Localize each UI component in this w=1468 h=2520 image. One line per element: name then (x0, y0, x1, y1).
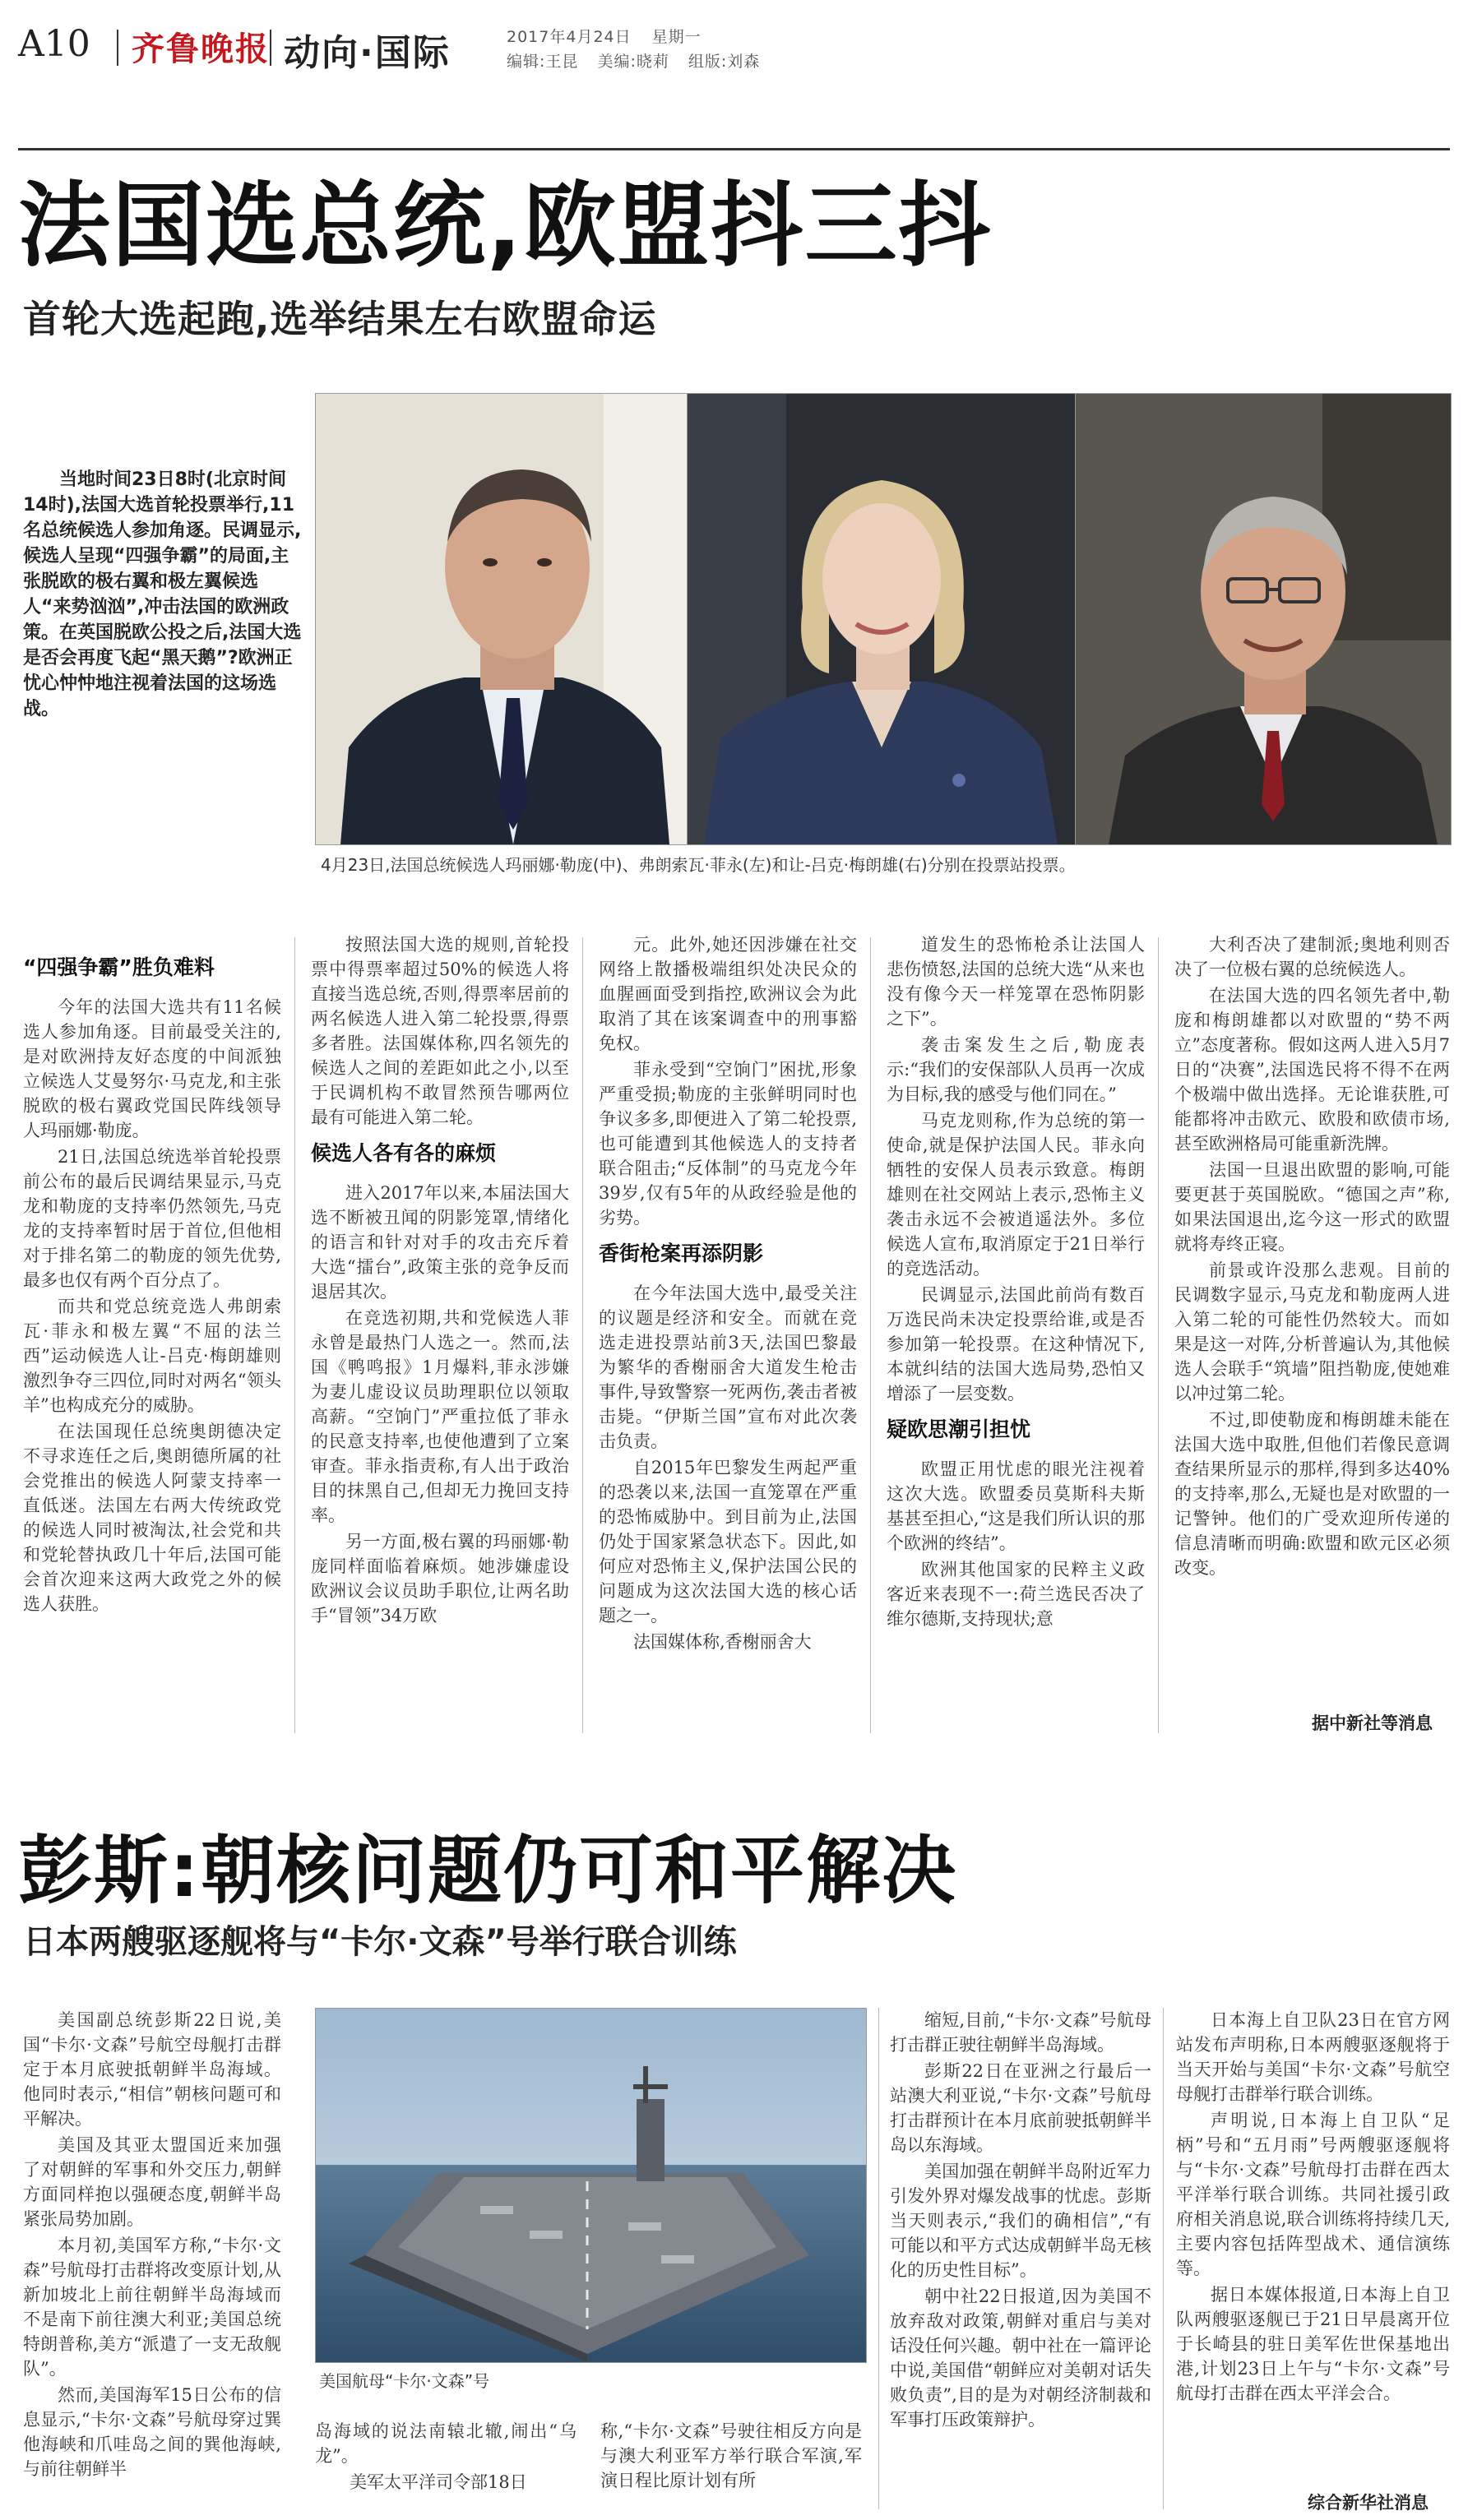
article2-column-3 (890, 2008, 1151, 2434)
paragraph: 菲永受到“空饷门”困扰,形象严重受损;勒庞的主张鲜明同时也争议多多,即便进入了第二轮投票,也可能遭到其他候选人的支持者联合阻击;“反体制”的马克龙今年39岁,仅有5年的从政经验是他的劣势。 (599, 1060, 857, 1228)
column-divider (870, 937, 871, 1733)
paragraph: 在法国现任总统奥朗德决定不寻求连任之后,奥朗德所属的社会党推出的候选人阿蒙支持率一直低迷。法国左右两大传统政党的候选人同时被淘汰,社会党和共和党轮替执政几十年后,法国可能会首次迎来这两大政党之外的候选人获胜。 (23, 1422, 281, 1614)
paragraph: 欧盟正用忧虑的眼光注视着这次大选。欧盟委员莫斯科夫斯基甚至担心,“这是我们所认识的那个欧洲的终结”。 (887, 1459, 1145, 1553)
paragraph: 声明说,日本海上自卫队“足柄”号和“五月雨”号两艘驱逐舰将与“卡尔·文森”号航母打击群在西太平洋举行联合训练。共同社援引政府相关消息说,联合训练将持续几天,主要内容包括阵型战术、通信演练等。 (1176, 2111, 1450, 2278)
photo-fillon (315, 393, 688, 845)
article2-credit: 综合新华社消息 (1308, 2493, 1429, 2513)
article2-column-2a (315, 2419, 577, 2496)
paragraph: 本月初,美国军方称,“卡尔·文森”号航母打击群将改变原计划,从新加坡北上前往朝鲜半岛海域而不是南下前往澳大利亚;美国总统特朗普称,美方“派遣了一支无敌舰队”。 (23, 2236, 281, 2379)
paragraph: 自2015年巴黎发生两起严重的恐袭以来,法国一直笼罩在严重的恐怖威胁中。到目前为止,法国仍处于国家紧急状态下。因此,如何应对恐怖主义,保护法国公民的问题成为这次法国大选的核心话题之一。 (599, 1458, 857, 1625)
art-editor-credit: 美编:晓莉 (597, 53, 669, 71)
section-subheading: 候选人各有各的麻烦 (311, 1141, 497, 1165)
paragraph: 在竞选初期,共和党候选人菲永曾是最热门人选之一。然而,法国《鸭鸣报》1月爆料,菲永涉嫌为妻儿虚设议员助理职位以领取高薪。“空饷门”严重拉低了菲永的民意支持率,也使他遭到了立案审查。菲永指责称,有人出于政治目的抹黑自己,但却无力挽回支持率。 (311, 1308, 569, 1525)
article2-photo-caption: 美国航母“卡尔·文森”号 (319, 2371, 490, 2391)
photo-le-pen (687, 393, 1077, 845)
article2-column-2b-text: 称,“卡尔·文森”号驶往相反方向是与澳大利亚军方举行联合军演,军演日程比原计划有所 (600, 2421, 862, 2490)
paragraph: 欧洲其他国家的民粹主义政客近来表现不一:荷兰选民否决了维尔德斯,支持现状;意 (887, 1560, 1145, 1629)
layout-editor-credit: 组版:刘森 (688, 53, 761, 71)
paragraph: 前景或许没那么悲观。目前的民调数字显示,马克龙和勒庞两人进入第二轮的可能性仍然较大。而如果是这一对阵,分析普遍认为,其他候选人会联手“筑墙”阻挡勒庞,使她难以冲过第二轮。 (1174, 1260, 1450, 1403)
column-divider (878, 2008, 879, 2509)
paragraph: 而共和党总统竞选人弗朗索瓦·菲永和极左翼“不屈的法兰西”运动候选人让-吕克·梅朗雄则激烈争夺三四位,同时对两名“领头羊”也构成充分的威胁。 (23, 1297, 281, 1415)
paragraph: 21日,法国总统选举首轮投票前公布的最后民调结果显示,马克龙和勒庞的支持率仍然领先,马克龙的支持率暂时居于首位,但他相对于排名第二的勒庞的领先优势,最多也仅有两个百分点了。 (23, 1147, 281, 1290)
column-divider (1158, 937, 1159, 1733)
paragraph: 另一方面,极右翼的玛丽娜·勒庞同样面临着麻烦。她涉嫌虚设欧洲议会议员助手职位,让两名助手“冒领”34万欧 (311, 1532, 569, 1625)
paragraph: 朝中社22日报道,因为美国不放弃敌对政策,朝鲜对重启与美对话没任何兴趣。朝中社在一篇评论中说,美国借“朝鲜应对美朝对话失败负责”,目的是为对朝经济制裁和军事打压政策辩护。 (890, 2286, 1151, 2430)
aircraft-carrier-icon (316, 2009, 866, 2362)
article2-column-2a-text: 岛海域的说法南辕北辙,闹出“乌龙”。 (315, 2421, 577, 2466)
paragraph: 大利否决了建制派;奥地利则否决了一位极右翼的总统候选人。 (1174, 935, 1450, 979)
article1-column-5 (1174, 932, 1450, 1582)
column-divider (1163, 2008, 1164, 2509)
paragraph: 据日本媒体报道,日本海上自卫队两艘驱逐舰已于21日早晨离开位于长崎县的驻日美军佐世保基地出港,计划23日上午与“卡尔·文森”号航母打击群在西太平洋会合。 (1176, 2285, 1450, 2403)
photo-carrier (315, 2008, 867, 2363)
section-title: 动向·国际 (284, 32, 451, 74)
header-meta-row2 (507, 49, 760, 72)
article2-headline: 彭斯:朝核问题仍可和平解决 (18, 1828, 957, 1914)
article2-column-2a-text2: 美军太平洋司令部18日 (350, 2472, 527, 2492)
column-divider (294, 937, 295, 1733)
section-subheading: “四强争霸”胜负难料 (23, 955, 215, 979)
article1-column-2 (311, 932, 569, 1630)
article1-credit: 据中新社等消息 (1312, 1713, 1433, 1733)
portrait-le-pen-icon (688, 394, 1076, 844)
paragraph: 不过,即使勒庞和梅朗雄未能在法国大选中取胜,但他们若像民意调查结果所显示的那样,得到多达40%的支持率,那么,无疑也是对欧盟的一记警钟。他们的广受欢迎所传递的信息清晰而明确:欧盟和欧元区必须改变。 (1174, 1410, 1450, 1578)
article2-column-1 (23, 2008, 281, 2479)
portrait-melenchon-icon (1076, 394, 1451, 844)
paragraph: 今年的法国大选共有11名候选人参加角逐。目前最受关注的,是对欧洲持友好态度的中间派独立候选人艾曼努尔·马克龙,和主张脱欧的极右翼政党国民阵线领导人玛丽娜·勒庞。 (23, 997, 281, 1140)
paragraph: 按照法国大选的规则,首轮投票中得票率超过50%的候选人将直接当选总统,否则,得票率居前的两名候选人进入第二轮投票,得票多者胜。法国媒体称,四名领先的候选人之间的差距如此之小,以至于民调机构不敢冒然预告哪两位最有可能进入第二轮。 (311, 935, 569, 1127)
header-divider (117, 30, 118, 66)
paragraph: 在今年法国大选中,最受关注的议题是经济和安全。而就在竞选走进投票站前3天,法国巴黎最为繁华的香榭丽舍大道发生枪击事件,导致警察一死两伤,袭击者被击毙。“伊斯兰国”宣布对此次袭击负责。 (599, 1283, 857, 1451)
article2-column-4 (1176, 2008, 1450, 2407)
paragraph: 民调显示,法国此前尚有数百万选民尚未决定投票给谁,或是否参加第一轮投票。在这种情况下,本就纠结的法国大选局势,恐怕又增添了一层变数。 (887, 1285, 1145, 1403)
paragraph: 美国加强在朝鲜半岛附近军力引发外界对爆发战事的忧虑。彭斯当天则表示,“我们的确相信”,“有可能以和平方式达成朝鲜半岛无核化的历史性目标”。 (890, 2162, 1151, 2280)
article1-headline: 法国选总统,欧盟抖三抖 (18, 173, 993, 280)
section-subheading: 香街枪案再添阴影 (599, 1242, 764, 1265)
issue-weekday: 星期一 (651, 28, 702, 46)
article2-column-2b (600, 2419, 862, 2495)
article1-column-4 (887, 932, 1145, 1633)
newspaper-logo: 齐鲁晚报 (132, 30, 270, 68)
paragraph: 马克龙则称,作为总统的第一使命,就是保护法国人民。菲永向牺牲的安保人员表示致意。梅朗雄则在社交网站上表示,恐怖主义袭击永远不会被逍遥法外。多位候选人宣布,取消原定于21日举行的竞选活动。 (887, 1111, 1145, 1278)
paragraph: 彭斯22日在亚洲之行最后一站澳大利亚说,“卡尔·文森”号航母打击群预计在本月底前驶抵朝鲜半岛以东海域。 (890, 2061, 1151, 2155)
header-rule (18, 148, 1450, 150)
article1-column-3 (599, 932, 857, 1656)
paragraph: 在法国大选的四名领先者中,勒庞和梅朗雄都以对欧盟的“势不两立”态度著称。假如这两人进入5月7日的“决赛”,法国选民将不得不在两个极端中做出选择。无论谁获胜,可能都将冲击欧元、欧股和欧债市场,甚至欧洲格局可能重新洗牌。 (1174, 986, 1450, 1154)
article1-intro-box (23, 467, 303, 722)
paragraph: 然而,美国海军15日公布的信息显示,“卡尔·文森”号航母穿过巽他海峡和爪哇岛之间的巽他海峡,与前往朝鲜半 (23, 2385, 281, 2479)
column-divider (582, 937, 583, 1733)
paragraph: 美国副总统彭斯22日说,美国“卡尔·文森”号航空母舰打击群定于本月底驶抵朝鲜半岛海域。他同时表示,“相信”朝核问题可和平解决。 (23, 2010, 281, 2129)
portrait-fillon-icon (316, 394, 688, 844)
paragraph: 日本海上自卫队23日在官方网站发布声明称,日本两艘驱逐舰将于当天开始与美国“卡尔·文森”号航空母舰打击群举行联合训练。 (1176, 2010, 1450, 2104)
paragraph: 美国及其亚太盟国近来加强了对朝鲜的军事和外交压力,朝鲜方面同样抱以强硬态度,朝鲜半岛紧张局势加剧。 (23, 2135, 281, 2229)
article2-subheadline: 日本两艘驱逐舰将与“卡尔·文森”号举行联合训练 (23, 1923, 737, 1961)
editor-credit: 编辑:王昆 (507, 53, 579, 71)
paragraph: 进入2017年以来,本届法国大选不断被丑闻的阴影笼罩,情绪化的语言和针对对手的攻击充斥着大选“擂台”,政策主张的竞争反而退居其次。 (311, 1183, 569, 1302)
header-meta-row1 (507, 25, 702, 47)
article1-photo-caption: 4月23日,法国总统候选人玛丽娜·勒庞(中)、弗朗索瓦·菲永(左)和让-吕克·梅朗雄(右)分别在投票站投票。 (321, 855, 1076, 875)
article1-subheadline: 首轮大选起跑,选举结果左右欧盟命运 (23, 297, 657, 341)
paragraph: 道发生的恐怖枪杀让法国人悲伤愤怒,法国的总统大选“从来也没有像今天一样笼罩在恐怖阴影之下”。 (887, 935, 1145, 1029)
page-number: A10 (18, 23, 90, 65)
photo-melenchon (1075, 393, 1452, 845)
header-divider (270, 30, 271, 66)
paragraph: 法国一旦退出欧盟的影响,可能要更甚于英国脱欧。“德国之声”称,如果法国退出,迄今这一形式的欧盟就将寿终正寝。 (1174, 1160, 1450, 1254)
paragraph: 袭击案发生之后,勒庞表示:“我们的安保部队人员再一次成为目标,我的感受与他们同在。” (887, 1035, 1145, 1104)
paragraph: 缩短,目前,“卡尔·文森”号航母打击群正驶往朝鲜半岛海域。 (890, 2010, 1151, 2055)
paragraph: 元。此外,她还因涉嫌在社交网络上散播极端组织处决民众的血腥画面受到指控,欧洲议会为此取消了其在该案调查中的刑事豁免权。 (599, 935, 857, 1053)
issue-date: 2017年4月24日 (507, 28, 632, 46)
article1-intro: 当地时间23日8时(北京时间14时),法国大选首轮投票举行,11名总统候选人参加角逐。民调显示,候选人呈现“四强争霸”的局面,主张脱欧的极右翼和极左翼候选人“来势汹汹”,冲击法国的欧洲政策。在英国脱欧公投之后,法国大选是否会再度飞起“黑天鹅”?欧洲正忧心忡忡地注视着法国的这场选战。 (23, 469, 302, 719)
section-subheading: 疑欧思潮引担忧 (887, 1417, 1031, 1441)
paragraph: 法国媒体称,香榭丽舍大 (633, 1632, 812, 1652)
article1-column-1 (23, 944, 281, 1618)
